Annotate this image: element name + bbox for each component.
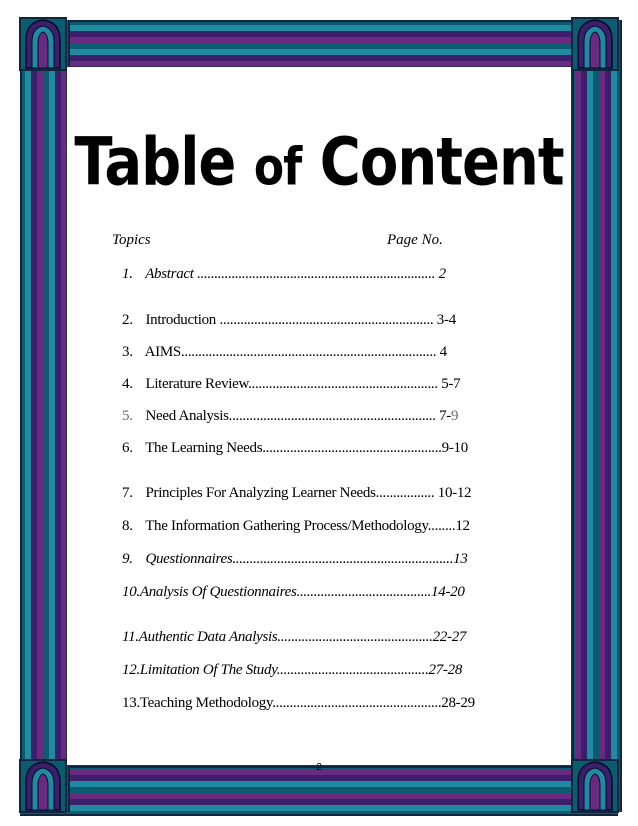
page-title (0, 124, 638, 201)
toc-entry: 13.Teaching Methodology.................................................28-29 (122, 695, 475, 711)
toc-entry: 1. Abstract ..................................................................... 2 (122, 266, 446, 282)
toc-header-topics: Topics (112, 232, 151, 248)
toc-header-page-no: Page No. (387, 232, 443, 248)
toc-entry: 9. Questionnaires................................................................13 (122, 551, 468, 567)
page-number: 2 (316, 762, 322, 773)
border-bottom (20, 766, 618, 816)
toc-header (112, 232, 472, 249)
toc-entry: 7. Principles For Analyzing Learner Needs................. 10-12 (122, 485, 472, 501)
title-word-of: of (253, 137, 302, 198)
title-word-table: Table (74, 124, 236, 201)
toc-entry: 5. Need Analysis............................................................ 7-9 (122, 408, 459, 424)
toc-entry: 4. Literature Review....................................................... 5-7 (122, 376, 461, 392)
toc-entry: 11.Authentic Data Analysis.............................................22-27 (122, 629, 467, 645)
toc-entry: 3. AIMS.......................................................................... 4 (122, 344, 447, 360)
toc-entry: 10.Analysis Of Questionnaires.......................................14-20 (122, 584, 465, 600)
toc-entry: 12.Limitation Of The Study............................................27-28 (122, 662, 463, 678)
toc-entry: 2. Introduction .............................................................. 3-4 (122, 312, 456, 328)
toc-entry: 8. The Information Gathering Process/Methodology........12 (122, 518, 470, 534)
border-top (20, 20, 618, 70)
arch-ornament-icon (18, 16, 68, 72)
arch-ornament-icon (570, 16, 620, 72)
title-word-content: Content (319, 124, 564, 201)
toc-entry: 6. The Learning Needs....................................................9-10 (122, 440, 468, 456)
